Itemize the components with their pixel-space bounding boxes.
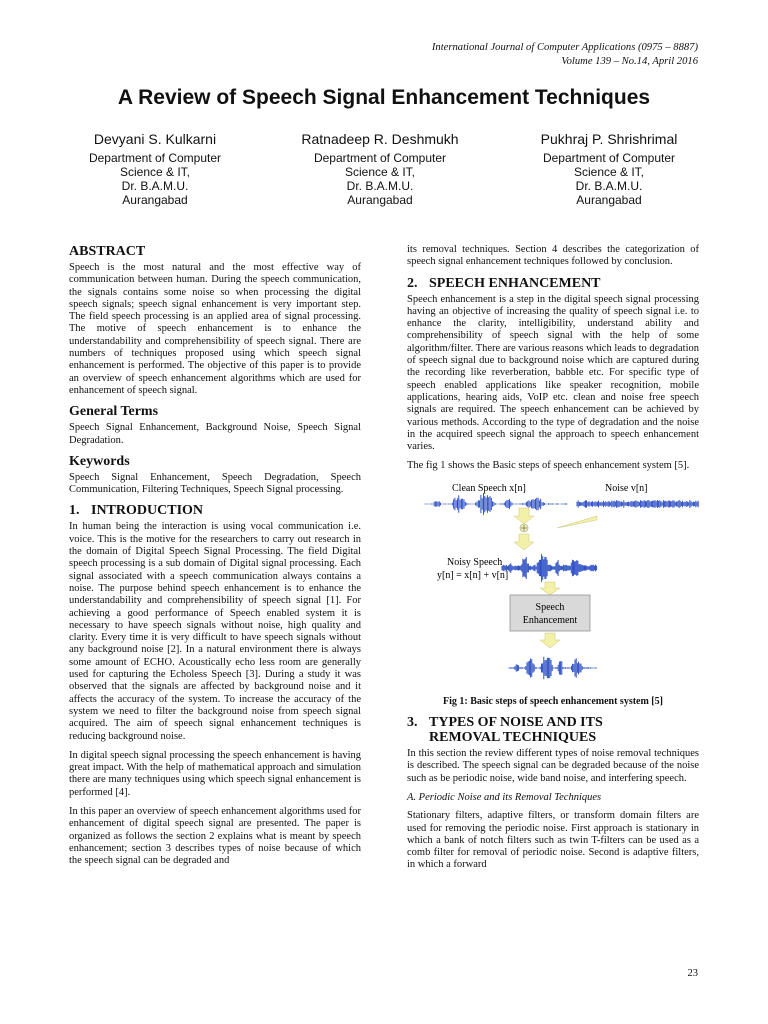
- noise-waveform: [577, 500, 698, 508]
- figure-1-caption: Fig 1: Basic steps of speech enhancement system [5]: [443, 695, 663, 707]
- introduction-paragraph-1: In human being the interaction is using vocal communication i.e. voice. This is the motive for the researchers to carry out research in the domain of Digital Speech Signal Processing. The field Digital speech processing is a sub domain of Digital signal processing. Each signal associated with a speech communication always contains a noise. The purpose behind speech enhancement is to enhance the understandability and comprehensibility of speech signal [1]. For achieving a good performance of Speech enabled system it is necessary to have speech signals without noise, high quality and clarity. Every time it is very difficult to have speech signals without any background noise [2]. In a natural environment there is always some amount of ECHO. Acoustically echo less room are generally used for capturing the Echoless Speech [3]. During a study it was observed that the signals are affected by background noise and it affects the accuracy of the system. To increase the accuracy of the system we need to filter the background noise from speech signal acquired. The aim of speech signal enhancement techniques is reducing background noise.: [69, 521, 361, 742]
- right-column: [407, 244, 699, 879]
- abstract-text: Speech is the most natural and the most effective way of communication between human. During the speech communication, the signals contains some noise so when processing the digital speech signals; speech signal enhancement is very important step. The field speech processing is an applied area of signal processing. The motive of speech enhancement is to enhance the understandability and comprehensibility of speech signal. There are numbers of techniques proposed using which speech signal enhancement is performed. The objective of this paper is to provide an overview of speech enhancement algorithms which are used for enhancement of speech signal.: [69, 262, 361, 396]
- author-3: [494, 130, 724, 207]
- box-label-line1: Speech: [535, 601, 565, 613]
- introduction-paragraph-2: In digital speech signal processing the speech enhancement is having great impact. With the help of mathematical approach and simulation there are many techniques using which speech signal enhancement is performed [4].: [69, 749, 361, 798]
- section-title: SPEECH ENHANCEMENT: [429, 275, 601, 291]
- section-title-line2: REMOVAL TECHNIQUES: [429, 730, 597, 746]
- journal-name: International Journal of Computer Applications (0975 – 8887): [431, 42, 698, 53]
- periodic-noise-subheading: A. Periodic Noise and its Removal Techniques: [407, 791, 602, 803]
- introduction-paragraph-3-continued: its removal techniques. Section 4 describes the categorization of speech signal enhancement techniques followed by conclusion.: [407, 244, 699, 268]
- author-affiliation-city: Aurangabad: [347, 193, 413, 207]
- general-terms-text: Speech Signal Enhancement, Background Noise, Speech Signal Degradation.: [69, 422, 361, 446]
- abstract-heading: ABSTRACT: [69, 244, 146, 259]
- clean-speech-waveform: [425, 493, 567, 515]
- author-affiliation-dept: Department of Computer: [542, 151, 676, 165]
- types-of-noise-paragraph-1: In this section the review different types of noise removal techniques is described. The speech signal can be degraded because of the noise such as be periodic noise, wide band noise, and interfering speech.: [407, 748, 699, 784]
- left-column: [69, 244, 361, 874]
- author-affiliation-univ: Dr. B.A.M.U.: [121, 179, 189, 193]
- noisy-speech-label: Noisy Speech: [447, 556, 503, 568]
- author-affiliation-univ: Dr. B.A.M.U.: [575, 179, 643, 193]
- author-name: Pukhraj P. Shrishrimal: [540, 131, 678, 147]
- author-affiliation-dept: Department of Computer: [313, 151, 447, 165]
- keywords-heading: Keywords: [69, 453, 130, 469]
- speech-enhancement-paragraph-2: The fig 1 shows the Basic steps of speech enhancement system [5].: [407, 460, 690, 472]
- noisy-speech-waveform: [502, 554, 597, 582]
- types-of-noise-heading: [407, 715, 699, 745]
- author-name: Devyani S. Kulkarni: [93, 131, 217, 147]
- clean-speech-label: Clean Speech x[n]: [452, 482, 526, 494]
- arrow-down-icon: [514, 508, 534, 524]
- section-number: 3.: [407, 715, 418, 731]
- enhanced-speech-waveform: [509, 656, 597, 679]
- section-title: INTRODUCTION: [91, 503, 204, 519]
- arrow-down-icon: [514, 534, 534, 550]
- keywords-text: Speech Signal Enhancement, Speech Degradation, Speech Communication, Filtering Techniques, Speech Signal processing.: [69, 471, 361, 496]
- general-terms-heading: General Terms: [69, 404, 159, 420]
- author-affiliation-dept: Department of Computer: [88, 151, 222, 165]
- journal-header: [432, 41, 698, 69]
- author-affiliation-city: Aurangabad: [576, 193, 642, 207]
- section-number: 1.: [69, 503, 80, 519]
- author-affiliation-dept2: Science & IT,: [119, 165, 191, 179]
- speech-enhancement-heading: [407, 276, 699, 291]
- noise-label: Noise v[n]: [605, 482, 648, 494]
- section-number: 2.: [407, 275, 418, 291]
- section-title-line1: TYPES OF NOISE AND ITS: [429, 715, 603, 731]
- journal-volume: Volume 139 – No.14, April 2016: [561, 56, 698, 67]
- page-number: 23: [687, 968, 698, 979]
- figure-1: [407, 480, 699, 690]
- author-1: [40, 130, 270, 207]
- arrow-down-icon: [540, 633, 560, 648]
- arrow-left-icon: [557, 516, 597, 528]
- author-affiliation-dept2: Science & IT,: [573, 165, 645, 179]
- author-affiliation-univ: Dr. B.A.M.U.: [346, 179, 414, 193]
- figure-1-diagram: [407, 480, 699, 690]
- paper-title: A Review of Speech Signal Enhancement Techniques: [117, 86, 651, 109]
- arrow-down-icon: [540, 582, 560, 595]
- noisy-speech-formula: y[n] = x[n] + v[n]: [437, 569, 509, 581]
- periodic-noise-paragraph: Stationary filters, adaptive filters, or transform domain filters are used for removing the periodic noise. First approach is stationary in which a bank of notch filters such as twin T-filters can be used as a comb filter for removal of periodic noise. Second is adaptive filters, in which a forward: [407, 810, 699, 871]
- author-affiliation-dept2: Science & IT,: [344, 165, 416, 179]
- box-label-line2: Enhancement: [522, 614, 578, 626]
- introduction-paragraph-3: In this paper an overview of speech enhancement algorithms used for enhancement of digital speech signal are presented. The paper is organized as follows the section 2 explains what is meant by speech enhancement; section 3 describes types of noise because of which the speech signal can be degraded and: [69, 805, 361, 867]
- author-name: Ratnadeep R. Deshmukh: [301, 131, 459, 147]
- speech-enhancement-paragraph-1: Speech enhancement is a step in the digital speech signal processing having an objective of increasing the quality of speech signal i.e. to enhance the clarity, intelligibility, understand ability and comprehensibility of speech signal with the help of some algorithm/filter. There are various reasons which leads to degradation of speech signal due to background noise which are captured during the recording like reverberation, babble etc. For specific type of speech enabled applications like speaker recognition, mobile applications, hearing aids, VoIP etc. clean and noise free speech signals are required. The speech enhancement can be achieved by various methods. According to the type of degradation and the noise in the acquired speech signal the approach to speech enhancement varies.: [407, 293, 699, 453]
- introduction-heading: [69, 503, 361, 518]
- author-affiliation-city: Aurangabad: [122, 193, 188, 207]
- author-2: [265, 130, 495, 207]
